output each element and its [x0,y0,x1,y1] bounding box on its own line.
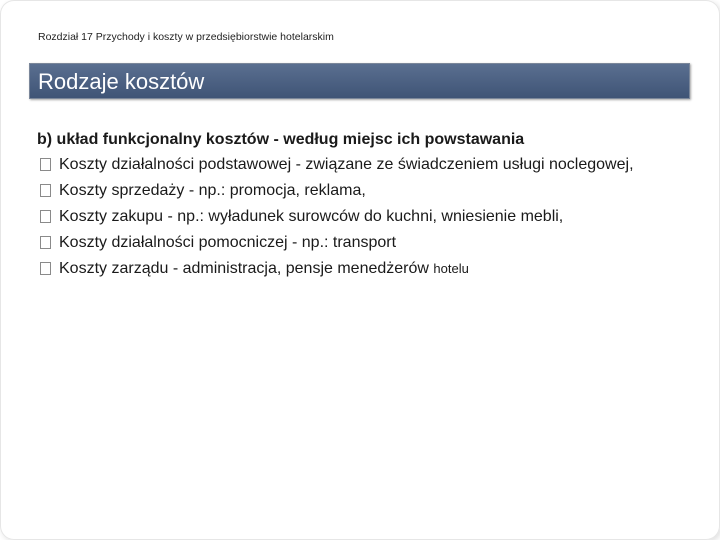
title-bar [29,63,690,99]
list-item-text: Koszty działalności pomocniczej - np.: transport [59,234,397,251]
list-item-text: Koszty zarządu - administracja, pensje menedżerów [59,260,429,277]
slide-body [37,130,677,284]
bullet-box-icon [40,158,51,171]
list-item [37,180,677,201]
bullet-list [37,154,677,279]
list-item-tail: hotelu [433,261,469,276]
slide-title: Rodzaje kosztów [38,69,205,94]
list-item-text: Koszty sprzedaży - np.: promocja, reklama, [59,182,366,199]
list-item [37,206,677,227]
bullet-box-icon [40,184,51,197]
list-item [37,258,677,279]
list-item-text: Koszty działalności podstawowej - związane ze świadczeniem usługi noclegowej, [59,156,634,173]
bullet-box-icon [40,262,51,275]
list-item [37,232,677,253]
subheading: b) układ funkcjonalny kosztów - według miejsc ich powstawania [37,131,525,148]
list-item [37,154,677,175]
bullet-box-icon [40,210,51,223]
chapter-header: Rozdział 17 Przychody i koszty w przedsiębiorstwie hotelarskim [38,31,334,43]
list-item-text: Koszty zakupu - np.: wyładunek surowców do kuchni, wniesienie mebli, [59,208,564,225]
bullet-box-icon [40,236,51,249]
